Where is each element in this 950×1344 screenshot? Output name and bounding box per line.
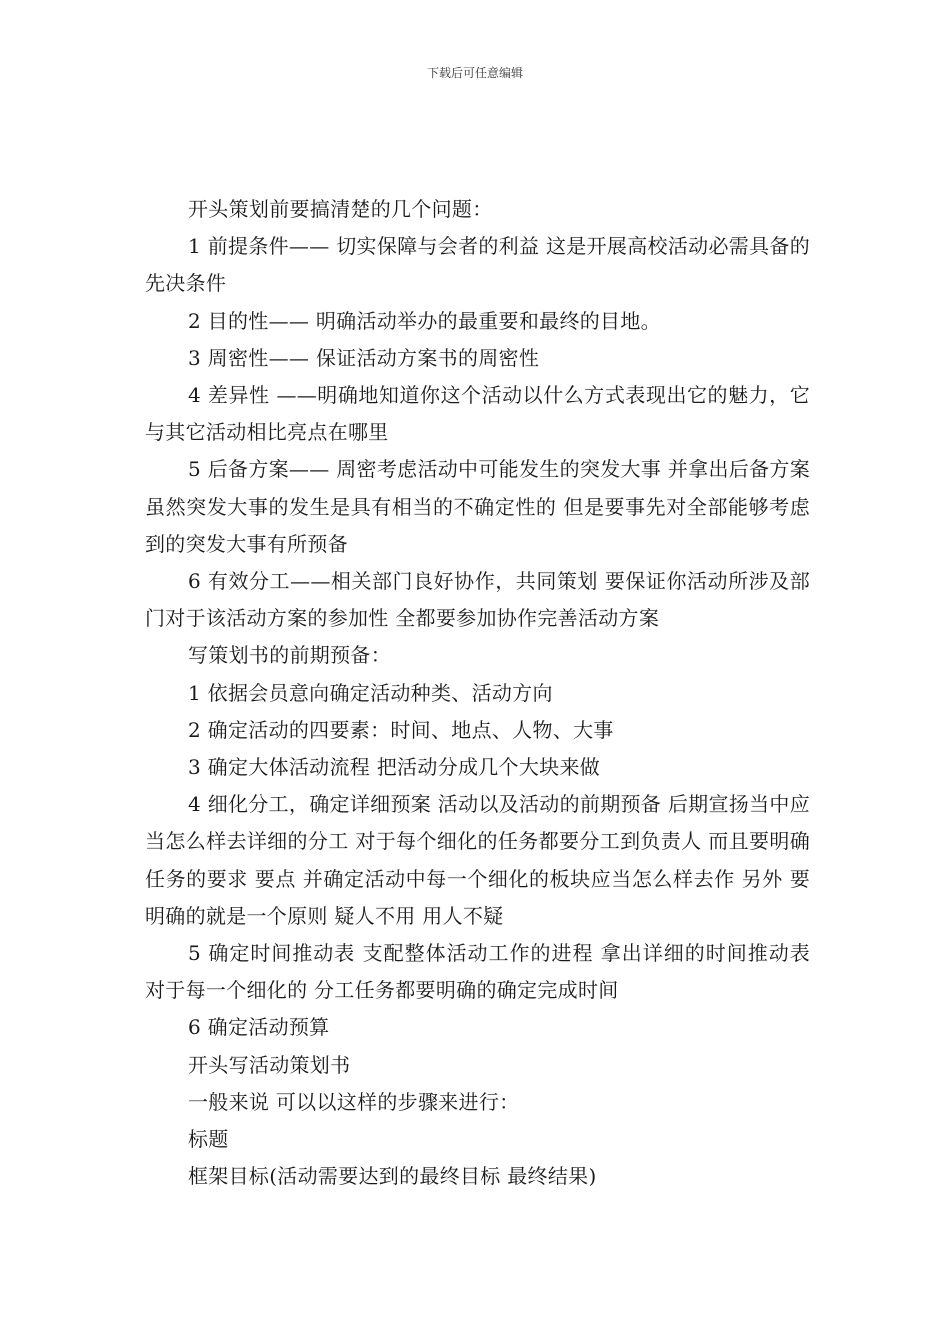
- paragraph-thoroughness: 3 周密性—— 保证活动方案书的周密性: [188, 345, 540, 370]
- paragraph-division-of-labor: 6 有效分工——相关部门良好协作，共同策划 要保证你活动所涉及部门对于该活动方案的参加性 全都要参加协作完善活动方案: [145, 569, 810, 631]
- paragraph-prep-6: 6 确定活动预算: [188, 1015, 330, 1040]
- paragraph-preparation-heading: 写策划书的前期预备：: [188, 643, 391, 668]
- paragraph-intro-questions: 开头策划前要搞清楚的几个问题：: [188, 197, 493, 221]
- paragraph-difference: 4 差异性 ——明确地知道你这个活动以什么方式表现出它的魅力，它与其它活动相比亮点在哪里: [145, 383, 810, 445]
- page-header: 下载后可任意编辑: [426, 66, 523, 80]
- paragraph-title: 标题: [188, 1127, 229, 1152]
- paragraph-prep-5: 5 确定时间推动表 支配整体活动工作的进程 拿出详细的时间推动表 对于每一个细化的 分工任务都要明确的确定完成时间: [145, 941, 810, 1003]
- paragraph-purpose: 2 目的性—— 明确活动举办的最重要和最终的目地。: [188, 308, 661, 333]
- paragraph-start-writing: 开头写活动策划书: [188, 1052, 351, 1077]
- paragraph-prep-1: 1 依据会员意向确定活动种类、活动方向: [188, 680, 553, 705]
- paragraph-backup-plan: 5 后备方案—— 周密考虑活动中可能发生的突发大事 并拿出后备方案 虽然突发大事的发生是具有相当的不确定性的 但是要事先对全部能够考虑到的突发大事有所预备: [145, 457, 810, 556]
- paragraph-prep-2: 2 确定活动的四要素：时间、地点、人物、大事: [188, 717, 614, 742]
- paragraph-framework-goal: 框架目标(活动需要达到的最终目标 最终结果): [188, 1164, 597, 1189]
- paragraph-prep-4: 4 细化分工，确定详细预案 活动以及活动的前期预备 后期宣扬当中应当怎么样去详细的分工 对于每个细化的任务都要分工到负责人 而且要明确任务的要求 要点 并确定活动中每一个细化的板块应当怎么样去作 另外 要明确的就是一个原则 疑人不用 用人不疑: [145, 792, 810, 928]
- paragraph-steps: 一般来说 可以以这样的步骤来进行：: [188, 1089, 520, 1114]
- document-body: [145, 191, 810, 1195]
- paragraph-prerequisite: 1 前提条件—— 切实保障与会者的利益 这是开展高校活动必需具备的先决条件: [145, 234, 810, 296]
- paragraph-prep-3: 3 确定大体活动流程 把活动分成几个大块来做: [188, 755, 601, 780]
